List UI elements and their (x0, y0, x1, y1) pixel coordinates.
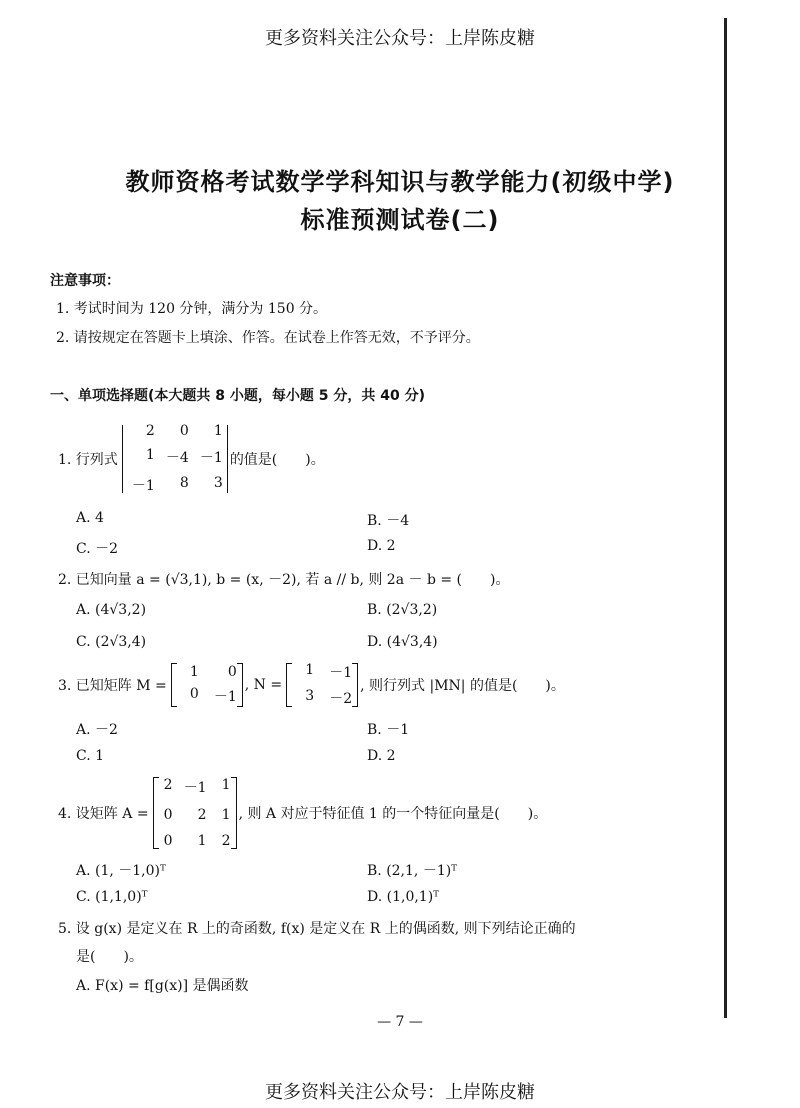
option: C. (2√3,4) (76, 634, 147, 650)
determinant-bar (227, 425, 228, 493)
question-4 (58, 775, 547, 851)
matrix-entry: －1 (131, 478, 155, 494)
question-3 (58, 662, 565, 708)
matrix-entry: －1 (199, 450, 223, 466)
matrix-entry: 2 (163, 777, 173, 793)
option: C. －2 (76, 541, 119, 557)
option: C. 1 (76, 748, 105, 764)
notice-item: 1. 考试时间为 120 分钟，满分为 150 分。 (56, 301, 328, 317)
option: D. 2 (367, 538, 396, 554)
question-4-prefix: 4. 设矩阵 A = (58, 806, 149, 822)
question-2: 2. 已知向量 a = (√3,1), b = (x, －2), 若 a // b, 则 2a － b = ( )。 (58, 572, 510, 588)
question-1 (58, 422, 325, 496)
matrix-entry: 3 (213, 475, 223, 491)
option: A. 4 (76, 510, 104, 526)
option: A. F(x) = f[g(x)] 是偶函数 (76, 978, 249, 994)
matrix-entry: 0 (163, 807, 173, 823)
question-4-suffix: , 则 A 对应于特征值 1 的一个特征向量是( )。 (238, 806, 548, 822)
determinant-bar (122, 425, 123, 493)
matrix-entry: －1 (329, 665, 353, 681)
question-1-prefix: 1. 行列式 (58, 452, 118, 468)
matrix-entry: 1 (189, 664, 199, 680)
matrix-entry: 0 (189, 686, 199, 702)
matrix-entry: 2 (221, 833, 231, 849)
matrix-entry: －1 (213, 689, 237, 705)
option: A. (4√3,2) (76, 602, 147, 618)
matrix-entry: 0 (163, 833, 173, 849)
option: D. 2 (367, 748, 396, 764)
matrix-a (159, 777, 231, 849)
matrix-entry: －4 (165, 450, 189, 466)
notice-heading: 注意事项： (50, 273, 120, 289)
matrix-entry: 1 (221, 807, 231, 823)
bracket-right (352, 663, 358, 707)
matrix-entry: 3 (305, 688, 315, 704)
determinant (127, 423, 223, 495)
option: B. －4 (367, 513, 410, 529)
matrix-entry: 1 (197, 833, 207, 849)
matrix-entry: 0 (179, 423, 189, 439)
option: A. －2 (76, 722, 118, 738)
section-heading: 一、单项选择题(本大题共 8 小题，每小题 5 分，共 40 分) (50, 388, 426, 404)
matrix-n (292, 662, 352, 708)
matrix-entry: 2 (145, 423, 155, 439)
question-3-prefix: 3. 已知矩阵 M = (58, 678, 167, 694)
question-1-suffix: 的值是( )。 (229, 452, 325, 468)
question-5-line2: 是( )。 (76, 949, 143, 965)
question-5-line1: 5. 设 g(x) 是定义在 R 上的奇函数, f(x) 是定义在 R 上的偶函数, 则下列结论正确的 (58, 921, 576, 937)
bracket-right (231, 777, 237, 849)
option: B. (2√3,2) (367, 602, 438, 618)
matrix-entry: 2 (197, 807, 207, 823)
page-number: — 7 — (377, 1014, 423, 1030)
notice-item: 2. 请按规定在答题卡上填涂、作答。在试卷上作答无效，不予评分。 (56, 330, 480, 346)
option: A. (1, －1,0)ᵀ (76, 863, 166, 879)
footer-banner: 更多资料关注公众号：上岸陈皮糖 (265, 1082, 535, 1103)
option: C. (1,1,0)ᵀ (76, 889, 148, 905)
matrix-entry: 0 (227, 664, 237, 680)
question-3-suffix: , 则行列式 |MN| 的值是( )。 (360, 678, 565, 694)
option: B. (2,1, －1)ᵀ (367, 863, 458, 879)
page-title: 教师资格考试数学学科知识与教学能力(初级中学) (125, 168, 675, 196)
page-subtitle: 标准预测试卷(二) (300, 206, 500, 234)
matrix-entry: 8 (179, 475, 189, 491)
matrix-entry: 1 (305, 662, 315, 678)
matrix-m (177, 664, 237, 706)
matrix-entry: －1 (183, 780, 207, 796)
question-3-mid: , N = (244, 677, 283, 693)
matrix-entry: －2 (329, 691, 353, 707)
option: D. (4√3,4) (367, 634, 438, 650)
bracket-right (237, 663, 243, 707)
header-banner: 更多资料关注公众号：上岸陈皮糖 (265, 28, 535, 49)
matrix-entry: 1 (145, 447, 155, 463)
matrix-entry: 1 (221, 777, 231, 793)
option: B. －1 (367, 722, 410, 738)
matrix-entry: 1 (213, 423, 223, 439)
option: D. (1,0,1)ᵀ (367, 889, 440, 905)
